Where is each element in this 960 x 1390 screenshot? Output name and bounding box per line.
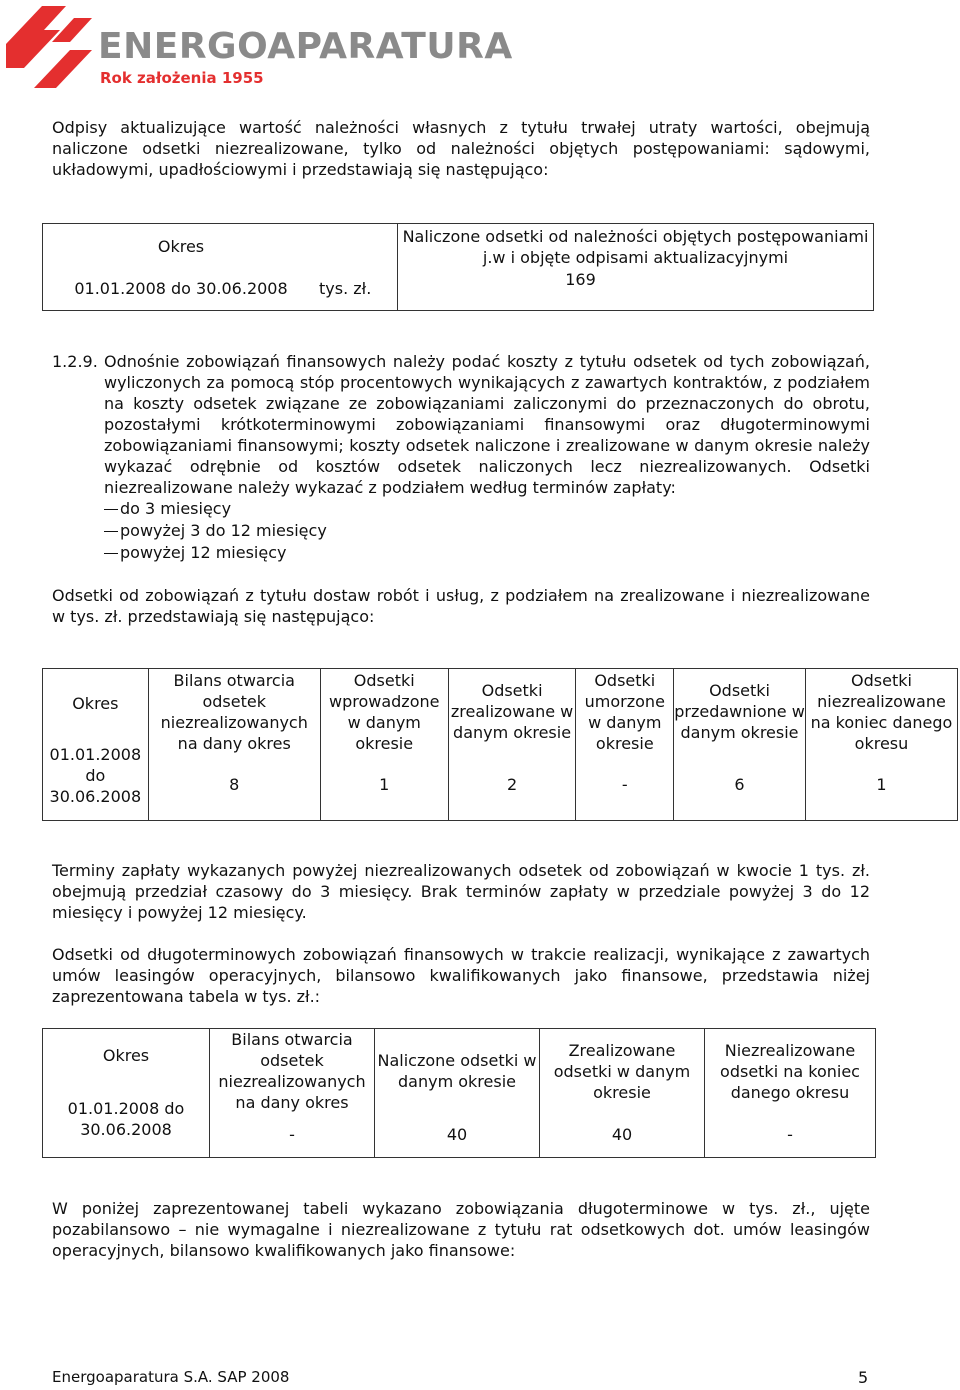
table2-value: 6 — [674, 755, 806, 821]
table2-value: 1 — [320, 755, 448, 821]
intro-paragraph: Odpisy aktualizujące wartość należności własnych z tytułu trwałej utraty wartości, obejmują naliczone odsetki niezrealizowane, tylko od należności objętych postępowaniami: sądowymi, układowymi, upadłościowymi i przedstawiają się następująco: — [52, 118, 870, 179]
table2-header: Odsetki umorzone w danym okresie — [576, 669, 674, 755]
table2-header: Odsetki wprowadzone w danym okresie — [320, 669, 448, 755]
table3-value: 40 — [375, 1113, 540, 1157]
section-number: 1.2.9. — [52, 352, 98, 371]
list-item: powyżej 12 miesięcy — [104, 542, 286, 564]
table2-header: Odsetki niezrealizowane na koniec danego okresu — [805, 669, 957, 755]
table-leasing-interest — [42, 1028, 876, 1158]
cell-period: 01.01.2008 do 30.06.2008 — [74, 279, 288, 299]
company-logo-icon — [4, 4, 94, 90]
table2-value: - — [576, 755, 674, 821]
cell-value: 169 — [398, 268, 874, 310]
table-receivables-interest — [42, 223, 874, 311]
table2-header: Odsetki zrealizowane w danym okresie — [448, 669, 576, 755]
brand-name: ENERGOAPARATURA — [98, 26, 513, 67]
paragraph-trade-liabilities: Odsetki od zobowiązań z tytułu dostaw robót i usług, z podziałem na zrealizowane i niezrealizowane w tys. zł. przedstawiają się następująco: — [52, 586, 870, 626]
table2-value: 1 — [805, 755, 957, 821]
paragraph-offbalance: W poniżej zaprezentowanej tabeli wykazano zobowiązania długoterminowe w tys. zł., ujęte pozabilansowo – nie wymagalne i niezrealizowane z tytułu rat odsetkowych dot. umów leasingów operacyjnych, bilansowo kwalifikowanych jako finansowe: — [52, 1199, 870, 1260]
table3-value: 40 — [540, 1113, 705, 1157]
table3-period: 01.01.2008 do 30.06.2008 — [67, 1099, 185, 1140]
table2-value: 8 — [148, 755, 320, 821]
table2-header: Odsetki przedawnione w danym okresie — [674, 669, 806, 755]
header-okres: Okres — [157, 236, 205, 256]
table2-okres-cell — [43, 669, 149, 821]
table3-header-okres: Okres — [102, 1046, 150, 1066]
footer-company: Energoaparatura S.A. SAP 2008 — [52, 1368, 290, 1386]
table3-header: Bilans otwarcia odsetek niezrealizowanych na dany okres — [210, 1029, 375, 1114]
brand-tagline: Rok założenia 1955 — [100, 69, 264, 87]
table3-header: Niezrealizowane odsetki na koniec danego okresu — [705, 1029, 876, 1114]
paragraph-leasing-interest: Odsetki od długoterminowych zobowiązań finansowych w trakcie realizacji, wynikające z zawartych umów leasingów operacyjnych, bilansowo kwalifikowanych jako finansowe, przedstawia niżej zaprezentowana tabela w tys. zł.: — [52, 945, 870, 1006]
table2-period: 01.01.2008 do 30.06.2008 — [49, 744, 142, 806]
table3-value: - — [210, 1113, 375, 1157]
section-text: Odnośnie zobowiązań finansowych należy podać koszty z tytułu odsetek od tych zobowiązań, wyliczonych za pomocą stóp procentowych wynikających z zawartych kontraktów, z podziałem na koszty odsetek związane ze zobowiązaniami zaliczonymi do przeznaczonych do obrotu, pozostałymi krótkoterminowymi zobowiązaniami finansowymi oraz długoterminowymi zobowiązaniami finansowymi; koszty odsetek naliczone i zrealizowane w danym okresie należy wykazać odrębnie od kosztów odsetek naliczonych lecz niezrealizowanych. Odsetki niezrealizowane należy wykazać z podziałem według terminów zapłaty: — [104, 352, 870, 497]
paragraph-payment-terms: Terminy zapłaty wykazanych powyżej niezrealizowanych odsetek od zobowiązań w kwocie 1 tys. zł. obejmują przedział czasowy do 3 miesięcy. Brak terminów zapłaty w przedziale powyżej 3 do 12 miesięcy i powyżej 12 miesięcy. — [52, 861, 870, 922]
header-description: Naliczone odsetki od należności objętych postępowaniami j.w i objęte odpisami aktualizacyjnymi — [398, 224, 874, 269]
table2-header-okres: Okres — [72, 693, 119, 713]
cell-unit: tys. zł. — [319, 279, 372, 299]
list-item: powyżej 3 do 12 miesięcy — [104, 520, 327, 542]
table3-header: Zrealizowane odsetki w danym okresie — [540, 1029, 705, 1114]
table3-value: - — [705, 1113, 876, 1157]
table3-header: Naliczone odsetki w danym okresie — [375, 1029, 540, 1114]
table2-value: 2 — [448, 755, 576, 821]
table2-header: Bilans otwarcia odsetek niezrealizowanych na dany okres — [148, 669, 320, 755]
table3-okres-cell — [43, 1029, 210, 1158]
list-item: do 3 miesięcy — [104, 498, 231, 520]
page-number: 5 — [858, 1368, 869, 1387]
table-trade-interest — [42, 668, 958, 821]
